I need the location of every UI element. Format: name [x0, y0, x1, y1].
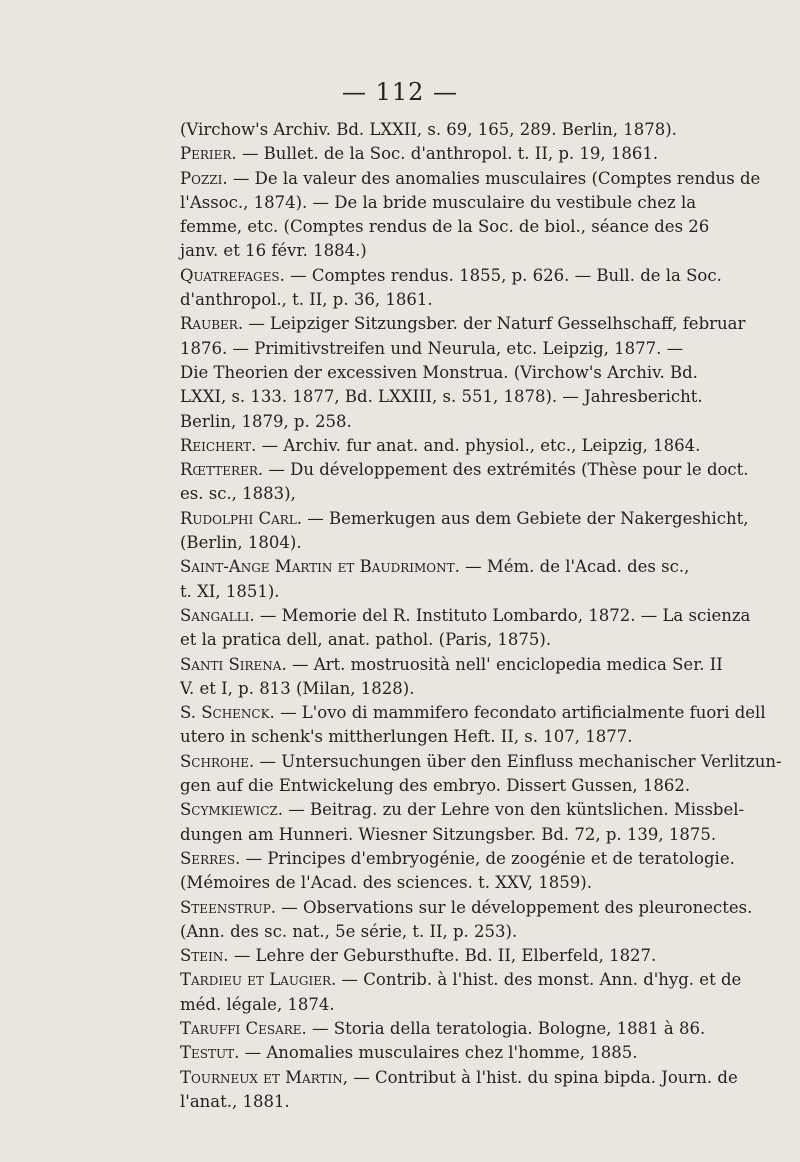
entry-text: t. XI, 1851). — [180, 581, 280, 601]
entry-line — [180, 361, 732, 385]
entry-text: — Observations sur le développement des pleuronectes. — [281, 897, 753, 917]
entry-line — [180, 847, 735, 871]
bibliography-entry — [180, 701, 766, 750]
entry-text: — Archiv. fur anat. and. physiol., etc., Leipzig, 1864. — [261, 435, 701, 455]
entry-author: Taruffi Cesare. — [180, 1018, 307, 1038]
bibliography-list — [180, 118, 782, 1114]
bibliography-entry — [180, 944, 732, 968]
entry-text: et la pratica dell, anat. pathol. (Paris, 1875). — [180, 630, 552, 650]
entry-line — [180, 337, 732, 361]
entry-line — [180, 385, 732, 409]
bibliography-entry — [180, 507, 749, 556]
entry-text: — Contrib. à l'hist. des monst. Ann. d'hyg. et de — [341, 970, 742, 990]
entry-line — [180, 458, 749, 482]
entry-line — [180, 750, 782, 774]
entry-text: méd. légale, 1874. — [180, 994, 335, 1014]
bibliography-entry — [180, 653, 732, 702]
entry-author: Quatrefages. — [180, 265, 285, 285]
entry-author: Sangalli. — [180, 605, 255, 625]
entry-author: Schrohe. — [180, 751, 255, 771]
bibliography-entry — [180, 968, 742, 1017]
entry-text: l'Assoc., 1874). — De la bride musculaire du vestibule chez la — [180, 192, 697, 212]
entry-line — [180, 774, 732, 798]
entry-text: janv. et 16 févr. 1884.) — [180, 241, 367, 261]
entry-line — [180, 507, 749, 531]
entry-author: Tardieu et Laugier. — [180, 970, 337, 990]
entry-text: V. et I, p. 813 (Milan, 1828). — [180, 678, 415, 698]
entry-text: (Mémoires de l'Acad. des sciences. t. XXV, 1859). — [180, 873, 592, 893]
entry-text: Berlin, 1879, p. 258. — [180, 411, 352, 431]
entry-text: — Lehre der Gebursthufte. Bd. II, Elberfeld, 1827. — [233, 946, 657, 966]
entry-line — [180, 142, 732, 166]
bibliography-entry — [180, 604, 751, 653]
bibliography-entry — [180, 312, 746, 433]
entry-line — [180, 944, 732, 968]
bibliography-entry — [180, 434, 732, 458]
entry-line — [180, 167, 761, 191]
entry-line — [180, 264, 732, 288]
entry-text: 1876. — Primitivstreifen und Neurula, etc. Leipzig, 1877. — — [180, 338, 684, 358]
entry-text: dungen am Hunneri. Wiesner Sitzungsber. Bd. 72, p. 139, 1875. — [180, 824, 717, 844]
entry-line — [180, 482, 732, 506]
entry-author: Santi Sirena. — [180, 654, 287, 674]
entry-line — [180, 823, 732, 847]
bibliography-entry — [180, 142, 732, 166]
entry-text: — Bemerkugen aus dem Gebiete der Nakergeshicht, — [307, 508, 749, 528]
entry-author: Serres. — [180, 848, 241, 868]
bibliography-entry — [180, 167, 761, 264]
entry-text: — Principes d'embryogénie, de zoogénie et de teratologie. — [245, 848, 735, 868]
entry-line — [180, 701, 766, 725]
entry-text: LXXI, s. 133. 1877, Bd. LXXIII, s. 551, 1878). — Jahresbericht. — [180, 387, 703, 407]
entry-line — [180, 580, 732, 604]
entry-line — [180, 798, 745, 822]
entry-text: — Leipziger Sitzungsber. der Naturf Gesselhschaff, februar — [248, 314, 746, 334]
entry-text: femme, etc. (Comptes rendus de la Soc. de biol., séance des 26 — [180, 217, 710, 237]
entry-line — [180, 993, 732, 1017]
entry-line — [180, 312, 746, 336]
entry-author: Reichert. — [180, 435, 257, 455]
entry-author: Stein. — [180, 946, 229, 966]
entry-line — [180, 1090, 732, 1114]
entry-line — [180, 653, 732, 677]
entry-text: — Art. mostruosità nell' enciclopedia medica Ser. II — [291, 654, 723, 674]
bibliography-entry — [180, 1017, 732, 1041]
entry-author: Pozzi. — [180, 168, 228, 188]
bibliography-entry — [180, 1041, 732, 1065]
bibliography-entry — [180, 896, 753, 945]
entry-text: — Mém. de l'Acad. des sc., — [465, 557, 690, 577]
entry-line — [180, 118, 732, 142]
entry-author: Steenstrup. — [180, 897, 277, 917]
entry-line — [180, 288, 732, 312]
bibliography-entry — [180, 750, 782, 799]
bibliography-entry — [180, 798, 745, 847]
bibliography-entry — [180, 555, 732, 604]
entry-text: l'anat., 1881. — [180, 1091, 290, 1111]
entry-text: — Contribut à l'hist. du spina bipda. Journ. de — [353, 1067, 738, 1087]
entry-line — [180, 434, 732, 458]
entry-line — [180, 555, 732, 579]
entry-text: — De la valeur des anomalies musculaires (Comptes rendus de — [232, 168, 761, 188]
entry-line — [180, 920, 732, 944]
entry-text: Die Theorien der excessiven Monstrua. (Virchow's Archiv. Bd. — [180, 362, 698, 382]
entry-line — [180, 604, 751, 628]
entry-line — [180, 1041, 732, 1065]
entry-text: (Berlin, 1804). — [180, 533, 302, 553]
entry-line — [180, 968, 742, 992]
entry-text: d'anthropol., t. II, p. 36, 1861. — [180, 290, 433, 310]
entry-author: Perier. — [180, 144, 237, 164]
bibliography-entry — [180, 118, 732, 142]
entry-text: — Anomalies musculaires chez l'homme, 1885. — [244, 1043, 638, 1063]
bibliography-entry — [180, 264, 732, 313]
entry-text: — Memorie del R. Instituto Lombardo, 1872. — La scienza — [259, 605, 751, 625]
entry-text: gen auf die Entwickelung des embryo. Dissert Gussen, 1862. — [180, 776, 691, 796]
entry-line — [180, 871, 732, 895]
entry-line — [180, 215, 732, 239]
entry-text: — Du développement des extrémités (Thèse pour le doct. — [268, 460, 749, 480]
entry-text: es. sc., 1883), — [180, 484, 296, 504]
entry-author: Testut. — [180, 1043, 240, 1063]
entry-line — [180, 531, 732, 555]
bibliography-entry — [180, 847, 735, 896]
entry-line — [180, 1066, 738, 1090]
entry-line — [180, 628, 732, 652]
entry-author: Saint-Ange Martin et Baudrimont. — [180, 557, 460, 577]
entry-line — [180, 677, 732, 701]
entry-author: Rauber. — [180, 314, 244, 334]
entry-text: — L'ovo di mammifero fecondato artificialmente fuori dell — [280, 703, 766, 723]
entry-text: (Ann. des sc. nat., 5e série, t. II, p. 253). — [180, 921, 518, 941]
entry-author: Rudolphi Carl. — [180, 508, 303, 528]
entry-text: — Untersuchungen über den Einfluss mechanischer Verlitzun- — [259, 751, 782, 771]
entry-text: — Comptes rendus. 1855, p. 626. — Bull. de la Soc. — [290, 265, 722, 285]
entry-text: — Bullet. de la Soc. d'anthropol. t. II, p. 19, 1861. — [241, 144, 659, 164]
entry-author: Rœtterer. — [180, 460, 264, 480]
entry-author: Tourneux et Martin, — [180, 1067, 349, 1087]
entry-line — [180, 1017, 732, 1041]
entry-text: — Beitrag. zu der Lehre von den küntslichen. Missbel- — [288, 800, 745, 820]
entry-line — [180, 239, 732, 263]
entry-line — [180, 191, 732, 215]
entry-author: S. Schenck. — [180, 703, 275, 723]
entry-text: (Virchow's Archiv. Bd. LXXII, s. 69, 165, 289. Berlin, 1878). — [180, 120, 677, 139]
page-number: — 112 — — [341, 78, 459, 106]
entry-line — [180, 725, 732, 749]
entry-text: utero in schenk's mittherlungen Heft. II, s. 107, 1877. — [180, 727, 633, 747]
entry-line — [180, 896, 753, 920]
entry-text: — Storia della teratologia. Bologne, 1881 à 86. — [312, 1018, 706, 1038]
entry-line — [180, 410, 732, 434]
bibliography-entry — [180, 1066, 738, 1115]
bibliography-entry — [180, 458, 749, 507]
entry-author: Scymkiewicz. — [180, 800, 283, 820]
